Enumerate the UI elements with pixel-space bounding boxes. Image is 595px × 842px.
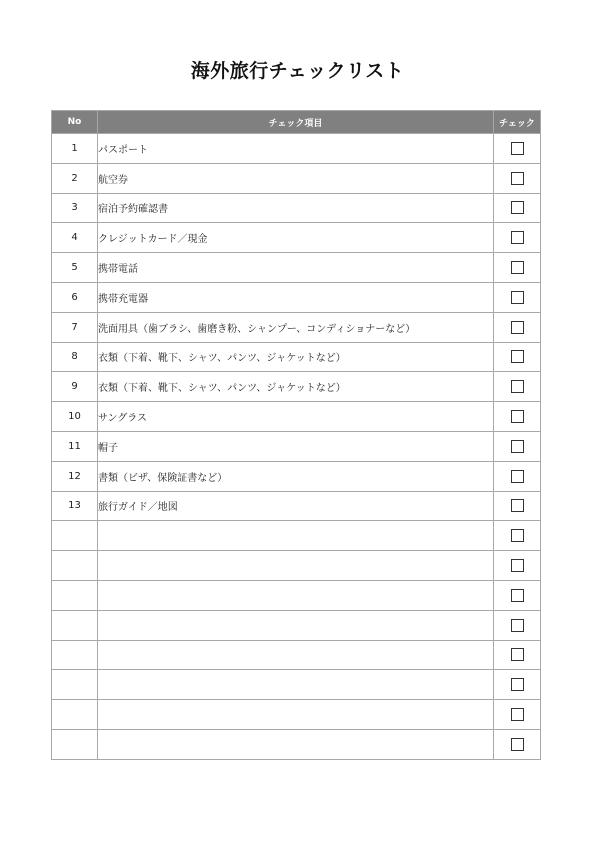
row-item-label (98, 580, 494, 610)
table-row (52, 282, 541, 312)
row-check-cell (494, 580, 541, 610)
table-row (52, 312, 541, 342)
checkbox[interactable] (511, 321, 524, 334)
table-row (52, 372, 541, 402)
checkbox[interactable] (511, 291, 524, 304)
checkbox[interactable] (511, 648, 524, 661)
table-row (52, 640, 541, 670)
row-check-cell (494, 729, 541, 759)
checkbox[interactable] (511, 559, 524, 572)
table-row (52, 402, 541, 432)
header-no: No (52, 111, 98, 134)
row-check-cell (494, 223, 541, 253)
row-number (52, 729, 98, 759)
checklist-table (51, 110, 541, 760)
row-item-label: パスポート (98, 134, 494, 164)
row-item-label: 衣類（下着、靴下、シャツ、パンツ、ジャケットなど） (98, 342, 494, 372)
table-row (52, 670, 541, 700)
header-check: チェック (494, 111, 541, 134)
checkbox[interactable] (511, 708, 524, 721)
checkbox[interactable] (511, 678, 524, 691)
row-item-label: 宿泊予約確認書 (98, 193, 494, 223)
table-row (52, 729, 541, 759)
table-row (52, 491, 541, 521)
row-number (52, 580, 98, 610)
row-check-cell (494, 342, 541, 372)
row-check-cell (494, 282, 541, 312)
row-item-label: クレジットカード／現金 (98, 223, 494, 253)
row-number: 7 (52, 312, 98, 342)
row-number (52, 551, 98, 581)
checkbox[interactable] (511, 380, 524, 393)
row-item-label (98, 521, 494, 551)
checkbox[interactable] (511, 470, 524, 483)
checkbox[interactable] (511, 529, 524, 542)
table-row (52, 551, 541, 581)
checkbox[interactable] (511, 261, 524, 274)
row-number: 13 (52, 491, 98, 521)
row-check-cell (494, 521, 541, 551)
row-number: 8 (52, 342, 98, 372)
row-number: 4 (52, 223, 98, 253)
checkbox[interactable] (511, 499, 524, 512)
table-row (52, 163, 541, 193)
row-number: 12 (52, 461, 98, 491)
table-row (52, 700, 541, 730)
checkbox[interactable] (511, 410, 524, 423)
row-check-cell (494, 491, 541, 521)
row-item-label (98, 610, 494, 640)
row-item-label: 旅行ガイド／地図 (98, 491, 494, 521)
checkbox[interactable] (511, 350, 524, 363)
row-item-label (98, 729, 494, 759)
row-number: 2 (52, 163, 98, 193)
table-row (52, 461, 541, 491)
row-check-cell (494, 461, 541, 491)
row-check-cell (494, 670, 541, 700)
row-item-label: 書類（ビザ、保険証書など） (98, 461, 494, 491)
row-item-label: 洗面用具（歯ブラシ、歯磨き粉、シャンプー、コンディショナーなど） (98, 312, 494, 342)
table-row (52, 342, 541, 372)
checkbox[interactable] (511, 589, 524, 602)
row-check-cell (494, 700, 541, 730)
row-check-cell (494, 640, 541, 670)
table-row (52, 134, 541, 164)
table-row (52, 580, 541, 610)
row-item-label: 携帯充電器 (98, 282, 494, 312)
page-title: 海外旅行チェックリスト (190, 60, 405, 82)
table-row (52, 223, 541, 253)
row-item-label: 帽子 (98, 431, 494, 461)
checkbox[interactable] (511, 738, 524, 751)
table-row (52, 253, 541, 283)
row-check-cell (494, 312, 541, 342)
row-number: 11 (52, 431, 98, 461)
row-number (52, 640, 98, 670)
row-check-cell (494, 193, 541, 223)
checkbox[interactable] (511, 201, 524, 214)
row-check-cell (494, 134, 541, 164)
row-number: 5 (52, 253, 98, 283)
row-item-label: サングラス (98, 402, 494, 432)
row-check-cell (494, 551, 541, 581)
row-number (52, 521, 98, 551)
checkbox[interactable] (511, 142, 524, 155)
table-row (52, 610, 541, 640)
row-number (52, 670, 98, 700)
row-number: 10 (52, 402, 98, 432)
checkbox[interactable] (511, 231, 524, 244)
table-row (52, 431, 541, 461)
row-item-label: 航空券 (98, 163, 494, 193)
row-number: 6 (52, 282, 98, 312)
row-check-cell (494, 163, 541, 193)
table-row (52, 521, 541, 551)
row-item-label (98, 551, 494, 581)
row-number (52, 700, 98, 730)
row-check-cell (494, 610, 541, 640)
row-check-cell (494, 402, 541, 432)
row-item-label: 携帯電話 (98, 253, 494, 283)
checkbox[interactable] (511, 440, 524, 453)
row-item-label: 衣類（下着、靴下、シャツ、パンツ、ジャケットなど） (98, 372, 494, 402)
checkbox[interactable] (511, 172, 524, 185)
row-item-label (98, 640, 494, 670)
row-check-cell (494, 253, 541, 283)
table-row (52, 193, 541, 223)
table-header-row (52, 111, 541, 134)
row-item-label (98, 700, 494, 730)
row-check-cell (494, 372, 541, 402)
row-number (52, 610, 98, 640)
row-item-label (98, 670, 494, 700)
row-number: 1 (52, 134, 98, 164)
row-number: 9 (52, 372, 98, 402)
row-number: 3 (52, 193, 98, 223)
row-check-cell (494, 431, 541, 461)
header-item: チェック項目 (98, 111, 494, 134)
checkbox[interactable] (511, 619, 524, 632)
